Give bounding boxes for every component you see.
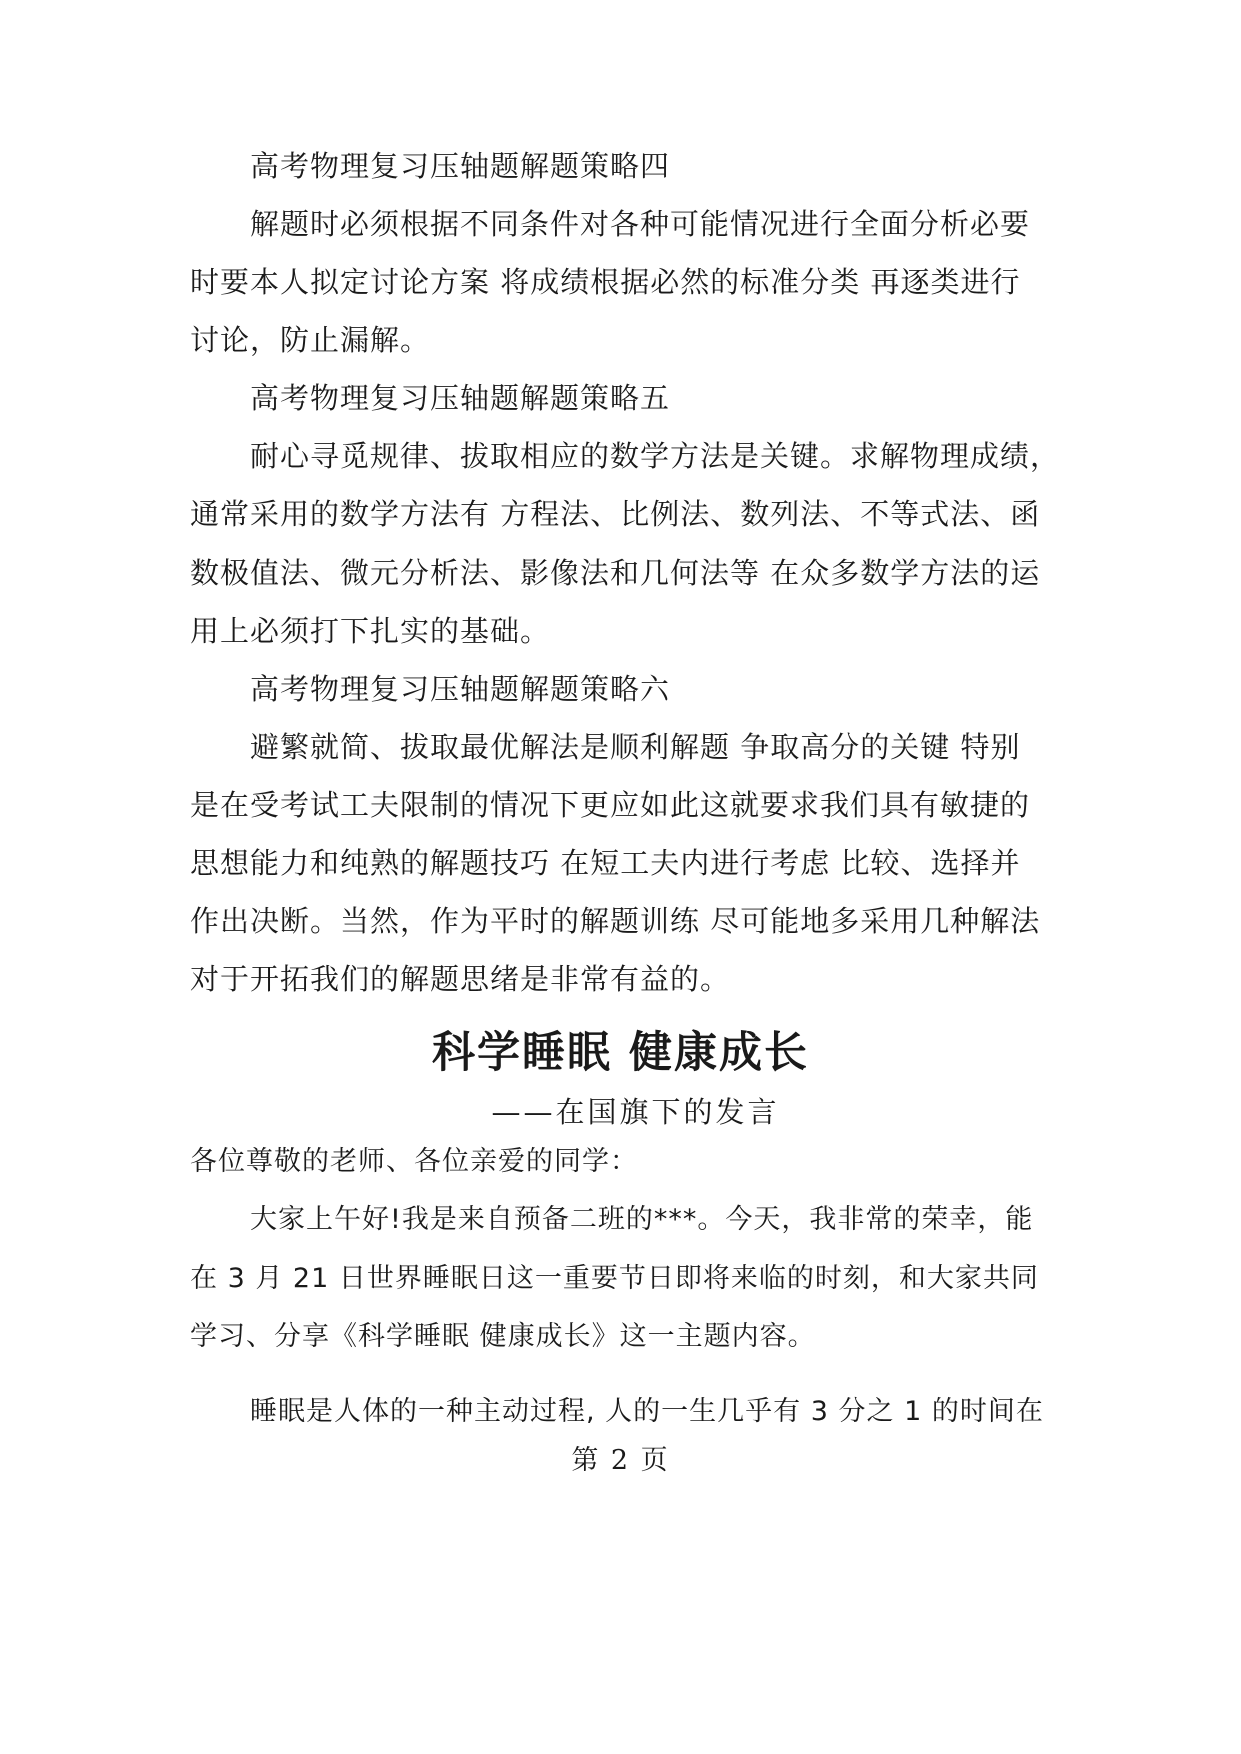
paragraph-line: 在 3 月 21 日世界睡眠日这一重要节日即将来临的时刻，和大家共同 — [190, 1263, 1039, 1294]
speech-title: 科学睡眠 健康成长 — [432, 1028, 809, 1078]
section-heading-5: 高考物理复习压轴题解题策略五 — [250, 381, 671, 415]
paragraph-line: 大家上午好!我是来自预备二班的***。今天，我非常的荣幸，能 — [250, 1204, 1034, 1235]
page-number: 第 2 页 — [571, 1445, 670, 1476]
paragraph-line: 对于开拓我们的解题思绪是非常有益的。 — [190, 962, 731, 996]
paragraph-line: 讨论，防止漏解。 — [190, 323, 431, 357]
paragraph-line: 是在受考试工夫限制的情况下更应如此这就要求我们具有敏捷的 — [190, 788, 1031, 822]
paragraph-line: 避繁就简、拔取最优解法是顺利解题 争取高分的关键 特别 — [250, 730, 1021, 764]
paragraph-line: 作出决断。当然，作为平时的解题训练 尽可能地多采用几种解法 — [190, 904, 1041, 938]
paragraph-line: 睡眠是人体的一种主动过程, 人的一生几乎有 3 分之 1 的时间在 — [250, 1396, 1044, 1427]
speech-greeting: 各位尊敬的老师、各位亲爱的同学： — [190, 1146, 638, 1177]
paragraph-line: 耐心寻觅规律、拔取相应的数学方法是关键。求解物理成绩， — [250, 439, 1061, 473]
paragraph-line: 解题时必须根据不同条件对各种可能情况进行全面分析必要 — [250, 207, 1031, 241]
section-heading-4: 高考物理复习压轴题解题策略四 — [250, 149, 671, 183]
paragraph-line: 思想能力和纯熟的解题技巧 在短工夫内进行考虑 比较、选择并 — [190, 846, 1021, 880]
paragraph-line: 用上必须打下扎实的基础。 — [190, 614, 551, 648]
paragraph-line: 通常采用的数学方法有 方程法、比例法、数列法、不等式法、函 — [190, 497, 1041, 531]
paragraph-line: 学习、分享《科学睡眠 健康成长》这一主题内容。 — [190, 1321, 816, 1352]
paragraph-line: 数极值法、微元分析法、影像法和几何法等 在众多数学方法的运 — [190, 556, 1041, 590]
section-heading-6: 高考物理复习压轴题解题策略六 — [250, 672, 671, 706]
paragraph-line: 时要本人拟定讨论方案 将成绩根据必然的标准分类 再逐类进行 — [190, 265, 1021, 299]
speech-subtitle: ——在国旗下的发言 — [491, 1095, 780, 1129]
